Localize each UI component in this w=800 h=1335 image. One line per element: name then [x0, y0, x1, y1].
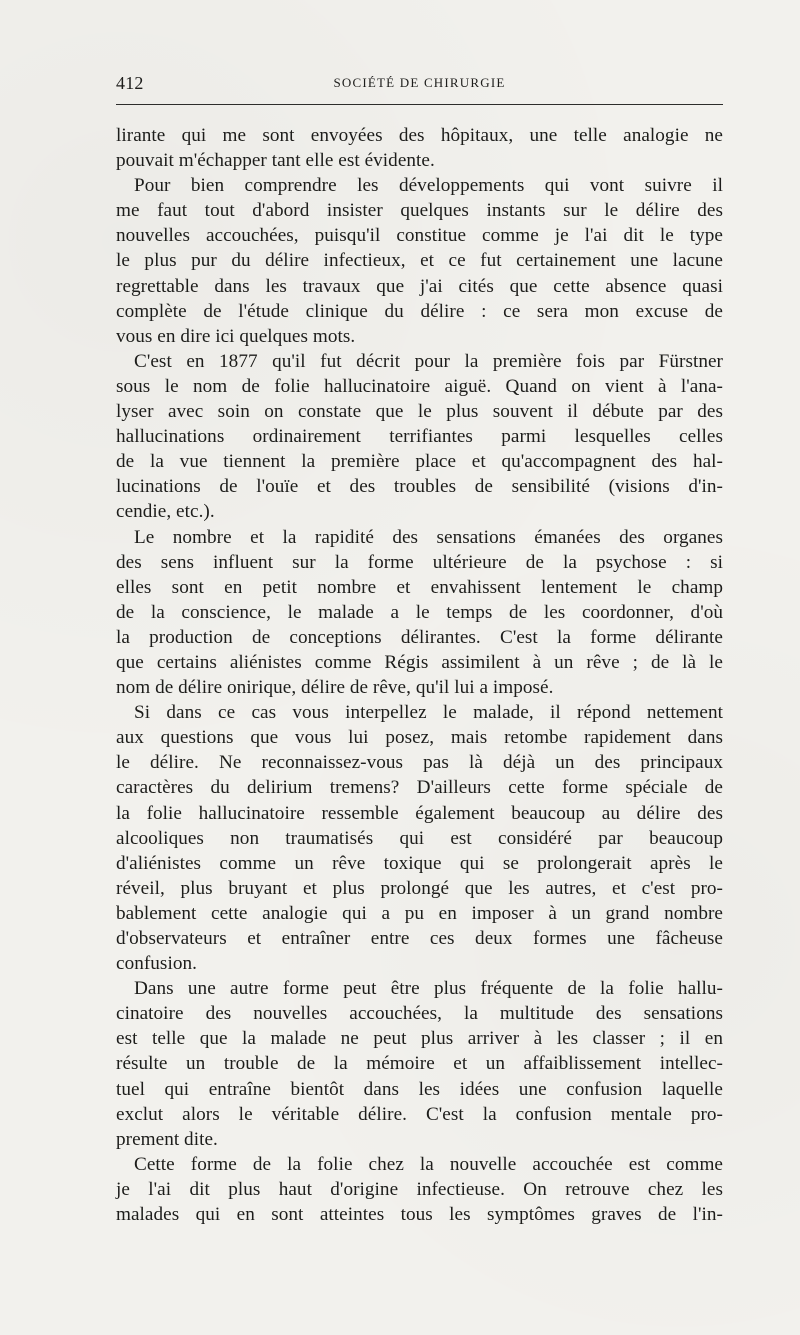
body-text	[116, 123, 723, 1227]
text-line: cendie, etc.).	[116, 501, 215, 523]
text-line: Le nombre et la rapidité des sensations émanées des organes	[134, 526, 723, 548]
text-line: regrettable dans les travaux que j'ai cités que cette absence quasi	[116, 275, 723, 297]
text-line: pouvait m'échapper tant elle est évidente.	[116, 150, 435, 172]
text-line: alcooliques non traumatisés qui est considéré par beaucoup	[116, 827, 723, 849]
text-line: lucinations de l'ouïe et des troubles de sensibilité (visions d'in-	[116, 476, 723, 498]
text-line: lirante qui me sont envoyées des hôpitaux, une telle analogie ne	[116, 125, 723, 146]
running-head	[116, 72, 723, 96]
text-line: le plus pur du délire infectieux, et ce fut certainement une lacune	[116, 250, 723, 272]
text-line: de la conscience, le malade a le temps de les coordonner, d'où	[116, 601, 723, 623]
text-line: sous le nom de folie hallucinatoire aiguë. Quand on vient à l'ana-	[116, 375, 723, 397]
text-line: la folie hallucinatoire ressemble également beaucoup au délire des	[116, 802, 723, 824]
page-number: 412	[116, 73, 144, 93]
text-line: Pour bien comprendre les développements qui vont suivre il	[134, 175, 723, 197]
text-line: elles sont en petit nombre et envahissent lentement le champ	[116, 576, 723, 598]
text-line: aux questions que vous lui posez, mais retombe rapidement dans	[116, 727, 723, 749]
text-line: d'observateurs et entraîner entre ces deux formes une fâcheuse	[116, 928, 723, 949]
text-line: résulte un trouble de la mémoire et un affaiblissement intellec-	[116, 1053, 723, 1075]
paragraph-5	[116, 700, 723, 976]
header-rule	[116, 104, 723, 105]
text-line: de la vue tiennent la première place et qu'accompagnent des hal-	[116, 451, 723, 473]
text-line: je l'ai dit plus haut d'origine infectieuse. On retrouve chez les	[116, 1178, 723, 1200]
paragraph-2	[116, 173, 723, 349]
text-line: d'aliénistes comme un rêve toxique qui se prolongerait après le	[116, 852, 723, 874]
text-line: exclut alors le véritable délire. C'est la confusion mentale pro-	[116, 1103, 723, 1125]
text-line: tuel qui entraîne bientôt dans les idées une confusion laquelle	[116, 1078, 723, 1100]
paragraph-7	[116, 1152, 723, 1227]
paragraph-6	[116, 976, 723, 1152]
text-line: que certains aliénistes comme Régis assimilent à un rêve ; de là le	[116, 651, 723, 673]
text-line: le délire. Ne reconnaissez-vous pas là déjà un des principaux	[116, 752, 723, 774]
text-line: me faut tout d'abord insister quelques instants sur le délire des	[116, 200, 723, 222]
text-line: réveil, plus bruyant et plus prolongé que les autres, et c'est pro-	[116, 877, 723, 899]
text-line: des sens influent sur la forme ultérieure de la psychose : si	[116, 551, 723, 573]
text-line: lyser avec soin on constate que le plus souvent il débute par des	[116, 401, 723, 423]
text-line: nouvelles accouchées, puisqu'il constitue comme je l'ai dit le type	[116, 225, 723, 247]
paragraph-3	[116, 349, 723, 525]
text-line: C'est en 1877 qu'il fut décrit pour la première fois par Fürstner	[134, 350, 723, 372]
text-line: hallucinations ordinairement terrifiantes parmi lesquelles celles	[116, 426, 723, 448]
text-line: prement dite.	[116, 1128, 218, 1150]
text-line: vous en dire ici quelques mots.	[116, 325, 356, 347]
running-title: SOCIÉTÉ DE CHIRURGIE	[333, 75, 506, 90]
text-line: nom de délire onirique, délire de rêve, qu'il lui a imposé.	[116, 677, 554, 699]
paragraph-4	[116, 525, 723, 701]
text-line: Si dans ce cas vous interpellez le malade, il répond nettement	[134, 702, 723, 724]
text-line: complète de l'étude clinique du délire : ce sera mon excuse de	[116, 300, 723, 322]
text-line: malades qui en sont atteintes tous les symptômes graves de l'in-	[116, 1204, 723, 1226]
text-line: est telle que la malade ne peut plus arriver à les classer ; il en	[116, 1028, 723, 1050]
text-line: Cette forme de la folie chez la nouvelle accouchée est comme	[134, 1153, 723, 1175]
text-line: bablement cette analogie qui a pu en imposer à un grand nombre	[116, 902, 723, 924]
text-line: la production de conceptions délirantes. C'est la forme délirante	[116, 626, 723, 648]
paragraph-1	[116, 123, 723, 173]
text-line: confusion.	[116, 953, 197, 975]
text-line: cinatoire des nouvelles accouchées, la multitude des sensations	[116, 1003, 723, 1025]
text-line: Dans une autre forme peut être plus fréquente de la folie hallu-	[134, 978, 723, 1000]
text-line: caractères du delirium tremens? D'ailleurs cette forme spéciale de	[116, 777, 723, 799]
